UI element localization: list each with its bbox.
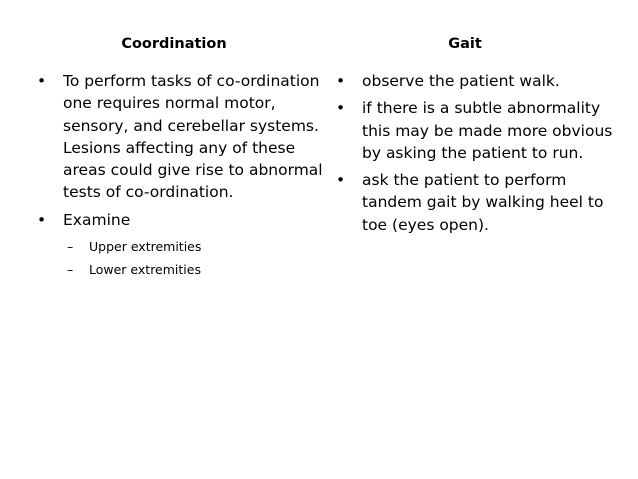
gait-bullet — [336, 97, 616, 164]
gait-bullet — [336, 169, 616, 236]
dash-marker: – — [67, 262, 74, 278]
gait-bullet-text: if there is a subtle abnormality this may be made more obvious by asking the patient to run. — [362, 99, 613, 162]
coordination-heading: Coordination — [121, 36, 227, 52]
bullet-marker: • — [336, 72, 346, 90]
gait-bullet-text: ask the patient to perform tandem gait by walking heel to toe (eyes open). — [362, 171, 604, 234]
examine-bullet — [37, 209, 327, 281]
examine-sub-list — [63, 235, 327, 281]
coordination-list — [37, 70, 327, 286]
sub-item-text: Upper extremities — [89, 239, 202, 255]
gait-bullet — [336, 70, 616, 92]
bullet-marker: • — [37, 210, 47, 229]
bullet-marker: • — [336, 171, 346, 190]
sub-item-upper — [63, 235, 327, 258]
examine-bullet-text: Examine — [63, 210, 131, 229]
gait-heading: Gait — [448, 36, 482, 52]
bullet-marker: • — [336, 99, 346, 118]
sub-item-text: Lower extremities — [89, 262, 201, 278]
dash-marker: – — [67, 239, 74, 255]
coordination-bullet — [37, 70, 327, 204]
gait-list — [336, 70, 616, 241]
coordination-bullet-text: To perform tasks of co-ordination one requires normal motor, sensory, and cerebellar systems. Lesions affecting any of these areas could give rise to abnormal tests of co-ordination. — [63, 72, 323, 202]
sub-item-lower — [63, 258, 327, 281]
bullet-marker: • — [37, 72, 47, 90]
gait-bullet-text: observe the patient walk. — [362, 72, 560, 90]
